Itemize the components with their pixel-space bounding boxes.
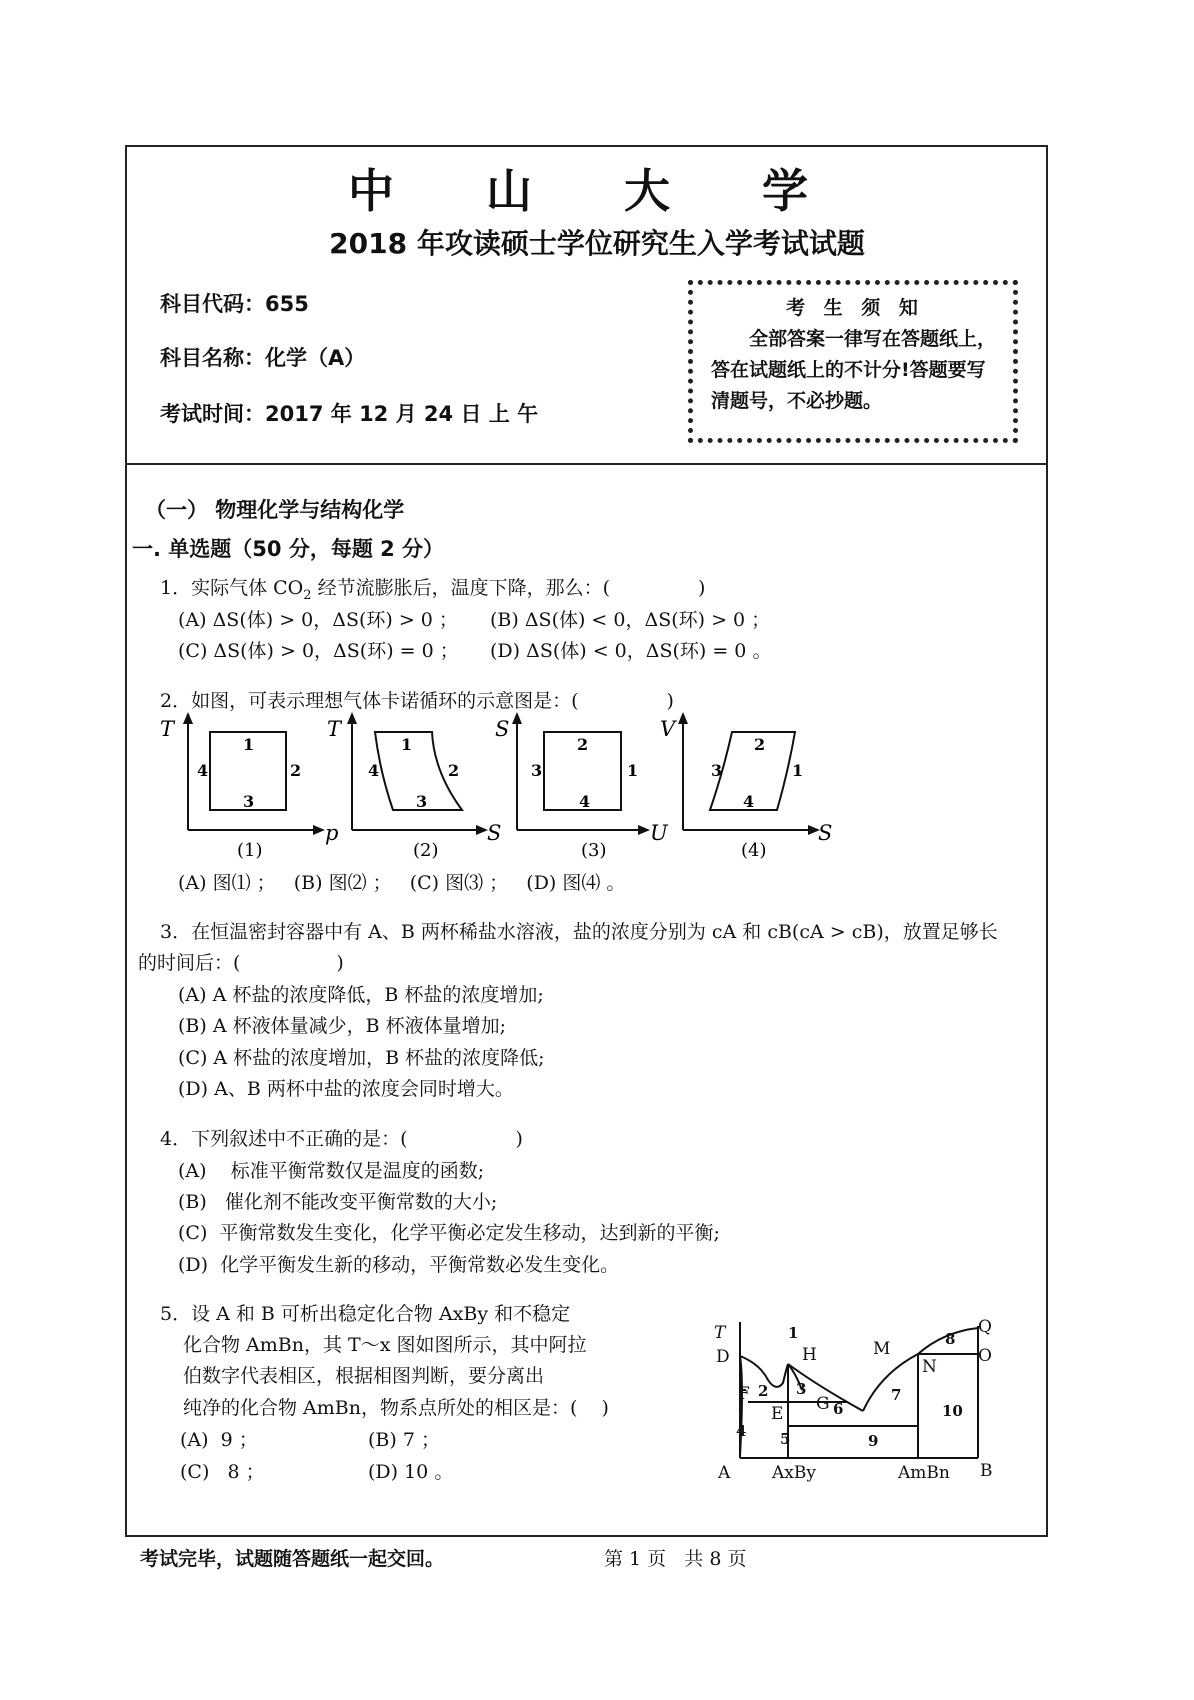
q4-close: ) — [515, 1128, 523, 1150]
q2-diagram-1 — [160, 712, 338, 845]
q4-option-c: (C) 平衡常数发生变化，化学平衡必定发生移动，达到新的平衡; — [178, 1222, 720, 1244]
q2-d3-caption: (3) — [581, 840, 607, 861]
q1-stem-pre: 1．实际气体 CO — [160, 577, 304, 599]
q2-d3-label-bottom: 4 — [579, 792, 591, 811]
q3-stem-line2 — [138, 948, 344, 975]
q2-stem-text: 2．如图，可表示理想气体卡诺循环的示意图是：( — [160, 690, 579, 712]
q2-d2-caption: (2) — [413, 840, 439, 861]
pd-x-A: A — [718, 1463, 731, 1483]
subject-name: 科目名称：化学（A） — [160, 346, 366, 370]
q2-close: ) — [666, 690, 674, 712]
q3-option-a: (A) A 杯盐的浓度降低，B 杯盐的浓度增加; — [178, 984, 544, 1006]
pd-region-2: 2 — [758, 1382, 769, 1400]
pd-point-O: O — [978, 1346, 992, 1366]
q3-option-c: (C) A 杯盐的浓度增加，B 杯盐的浓度降低; — [178, 1047, 545, 1069]
pd-axis-T: T — [714, 1323, 726, 1343]
pd-x-AmBn: AmBn — [898, 1463, 950, 1483]
pd-region-9: 9 — [868, 1432, 879, 1450]
subject-code: 科目代码：655 — [160, 292, 309, 316]
q5-line2: 化合物 AmBn，其 T～x 图如图所示，其中阿拉 — [183, 1334, 587, 1356]
q2-d4-label-right: 1 — [792, 761, 804, 780]
q2-d3-label-left: 3 — [531, 761, 543, 780]
q2-d3-label-right: 1 — [627, 761, 639, 780]
q2-d1-label-top: 1 — [243, 735, 255, 754]
pd-region-7: 7 — [891, 1386, 902, 1404]
q1-stem — [160, 573, 705, 603]
q2-diagram-2 — [327, 712, 501, 845]
q1-close: ) — [697, 577, 706, 599]
university-name: 中 山 大 学 — [347, 164, 847, 218]
q1-stem-sub: 2 — [303, 587, 312, 603]
notice-title: 考 生 须 知 — [786, 297, 924, 319]
pd-point-H: H — [802, 1345, 817, 1365]
footer-note: 考试完毕，试题随答题纸一起交回。 — [140, 1548, 445, 1570]
q2-d3-label-top: 2 — [577, 735, 589, 754]
q2-d2-y-label: T — [327, 717, 342, 741]
q2-d4-y-label: V — [660, 717, 676, 741]
q2-d2-label-top: 1 — [401, 735, 413, 754]
pd-point-Q: Q — [978, 1317, 992, 1337]
q1-stem-post: 经节流膨胀后，温度下降，那么：( — [311, 577, 610, 599]
q2-d2-label-bottom: 3 — [416, 792, 428, 811]
q5-phase-diagram — [708, 1308, 1008, 1488]
q2-d3-y-label: S — [495, 717, 510, 741]
q2-d1-label-right: 2 — [290, 761, 302, 780]
q2-d1-x-label: p — [325, 821, 339, 845]
q5-option-d: (D) 10 。 — [368, 1461, 454, 1483]
q3-close: ) — [336, 952, 344, 974]
pd-point-M: M — [873, 1339, 891, 1359]
q4-stem-text: 4．下列叙述中不正确的是：( — [160, 1128, 408, 1150]
q2-d1-label-left: 4 — [197, 761, 209, 780]
q3-option-b: (B) A 杯液体量减少，B 杯液体量增加; — [178, 1015, 506, 1037]
exam-time: 考试时间：2017 年 12 月 24 日 上 午 — [160, 402, 539, 426]
q1-option-c: (C) ΔS(体) > 0，ΔS(环) = 0 ； — [178, 640, 459, 662]
q1-option-a: (A) ΔS(体) > 0，ΔS(环) > 0 ； — [178, 609, 458, 631]
q4-option-d: (D) 化学平衡发生新的移动，平衡常数必发生变化。 — [178, 1254, 620, 1276]
page-number: 第 1 页 共 8 页 — [604, 1548, 747, 1570]
q2-stem — [160, 686, 674, 713]
q5-option-a: (A) 9 ； — [180, 1429, 258, 1451]
q2-d2-x-label: S — [487, 821, 502, 845]
q5-option-b: (B) 7 ； — [368, 1429, 440, 1451]
q2-d2-label-left: 4 — [368, 761, 380, 780]
q2-d3-x-label: U — [650, 821, 668, 845]
pd-region-10: 10 — [942, 1402, 963, 1420]
pd-region-5: 5 — [780, 1430, 791, 1448]
q2-diagram-3 — [495, 712, 669, 845]
q2-diagram-4 — [660, 712, 832, 845]
q2-d1-caption: (1) — [237, 840, 263, 861]
q2-d4-x-label: S — [818, 821, 833, 845]
pd-region-4: 4 — [736, 1422, 747, 1440]
pd-region-1: 1 — [788, 1324, 799, 1342]
candidate-notice-box — [688, 280, 1018, 443]
q5-line1: 5．设 A 和 B 可析出稳定化合物 AxBy 和不稳定 — [160, 1303, 571, 1325]
q4-stem — [160, 1124, 523, 1151]
pd-point-E: E — [771, 1404, 784, 1424]
q2-d4-label-left: 3 — [711, 761, 723, 780]
pd-point-D: D — [716, 1347, 730, 1367]
part-title: 一. 单选题（50 分，每题 2 分） — [132, 537, 445, 561]
q5-line4: 纯净的化合物 AmBn，物系点所处的相区是：( ) — [183, 1397, 609, 1419]
exam-title: 2018 年攻读硕士学位研究生入学考试试题 — [329, 227, 865, 260]
section-title: （一） 物理化学与结构化学 — [145, 498, 405, 522]
pd-region-6: 6 — [833, 1400, 844, 1418]
q2-d4-caption: (4) — [741, 840, 767, 861]
q4-option-b: (B) 催化剂不能改变平衡常数的大小; — [178, 1191, 498, 1213]
q3-stem-line1: 3．在恒温密封容器中有 A、B 两杯稀盐水溶液，盐的浓度分别为 cA 和 cB(cA > cB)，放置足够长 — [160, 921, 998, 943]
header-divider — [125, 463, 1048, 465]
q3-option-d: (D) A、B 两杯中盐的浓度会同时增大。 — [178, 1078, 514, 1100]
q2-carnot-diagrams — [150, 712, 850, 862]
q5-option-c: (C) 8 ； — [180, 1461, 265, 1483]
q3-stem2-text: 的时间后：( — [138, 952, 241, 974]
q2-d4-label-bottom: 4 — [743, 792, 755, 811]
q2-d1-y-label: T — [160, 717, 175, 741]
pd-point-F: F — [738, 1384, 750, 1404]
pd-x-B: B — [980, 1461, 993, 1481]
notice-body: 全部答案一律写在答题纸上，答在试题纸上的不计分!答题要写清题号，不必抄题。 — [711, 328, 997, 412]
q2-d2-label-right: 2 — [448, 761, 460, 780]
pd-point-N: N — [922, 1357, 937, 1377]
q4-option-a: (A) 标准平衡常数仅是温度的函数; — [178, 1160, 485, 1182]
q2-d4-label-top: 2 — [754, 735, 766, 754]
pd-point-G: G — [816, 1394, 830, 1414]
pd-region-3: 3 — [796, 1380, 807, 1398]
q1-option-b: (B) ΔS(体) < 0，ΔS(环) > 0 ； — [490, 609, 771, 631]
pd-x-AxBy: AxBy — [772, 1463, 816, 1483]
q1-option-d: (D) ΔS(体) < 0，ΔS(环) = 0 。 — [490, 640, 772, 662]
pd-region-8: 8 — [945, 1330, 956, 1348]
q2-d1-label-bottom: 3 — [243, 792, 255, 811]
q5-line3: 伯数字代表相区，根据相图判断，要分离出 — [183, 1365, 545, 1387]
q2-options: (A) 图⑴ ； (B) 图⑵ ； (C) 图⑶ ； (D) 图⑷ 。 — [178, 872, 626, 894]
